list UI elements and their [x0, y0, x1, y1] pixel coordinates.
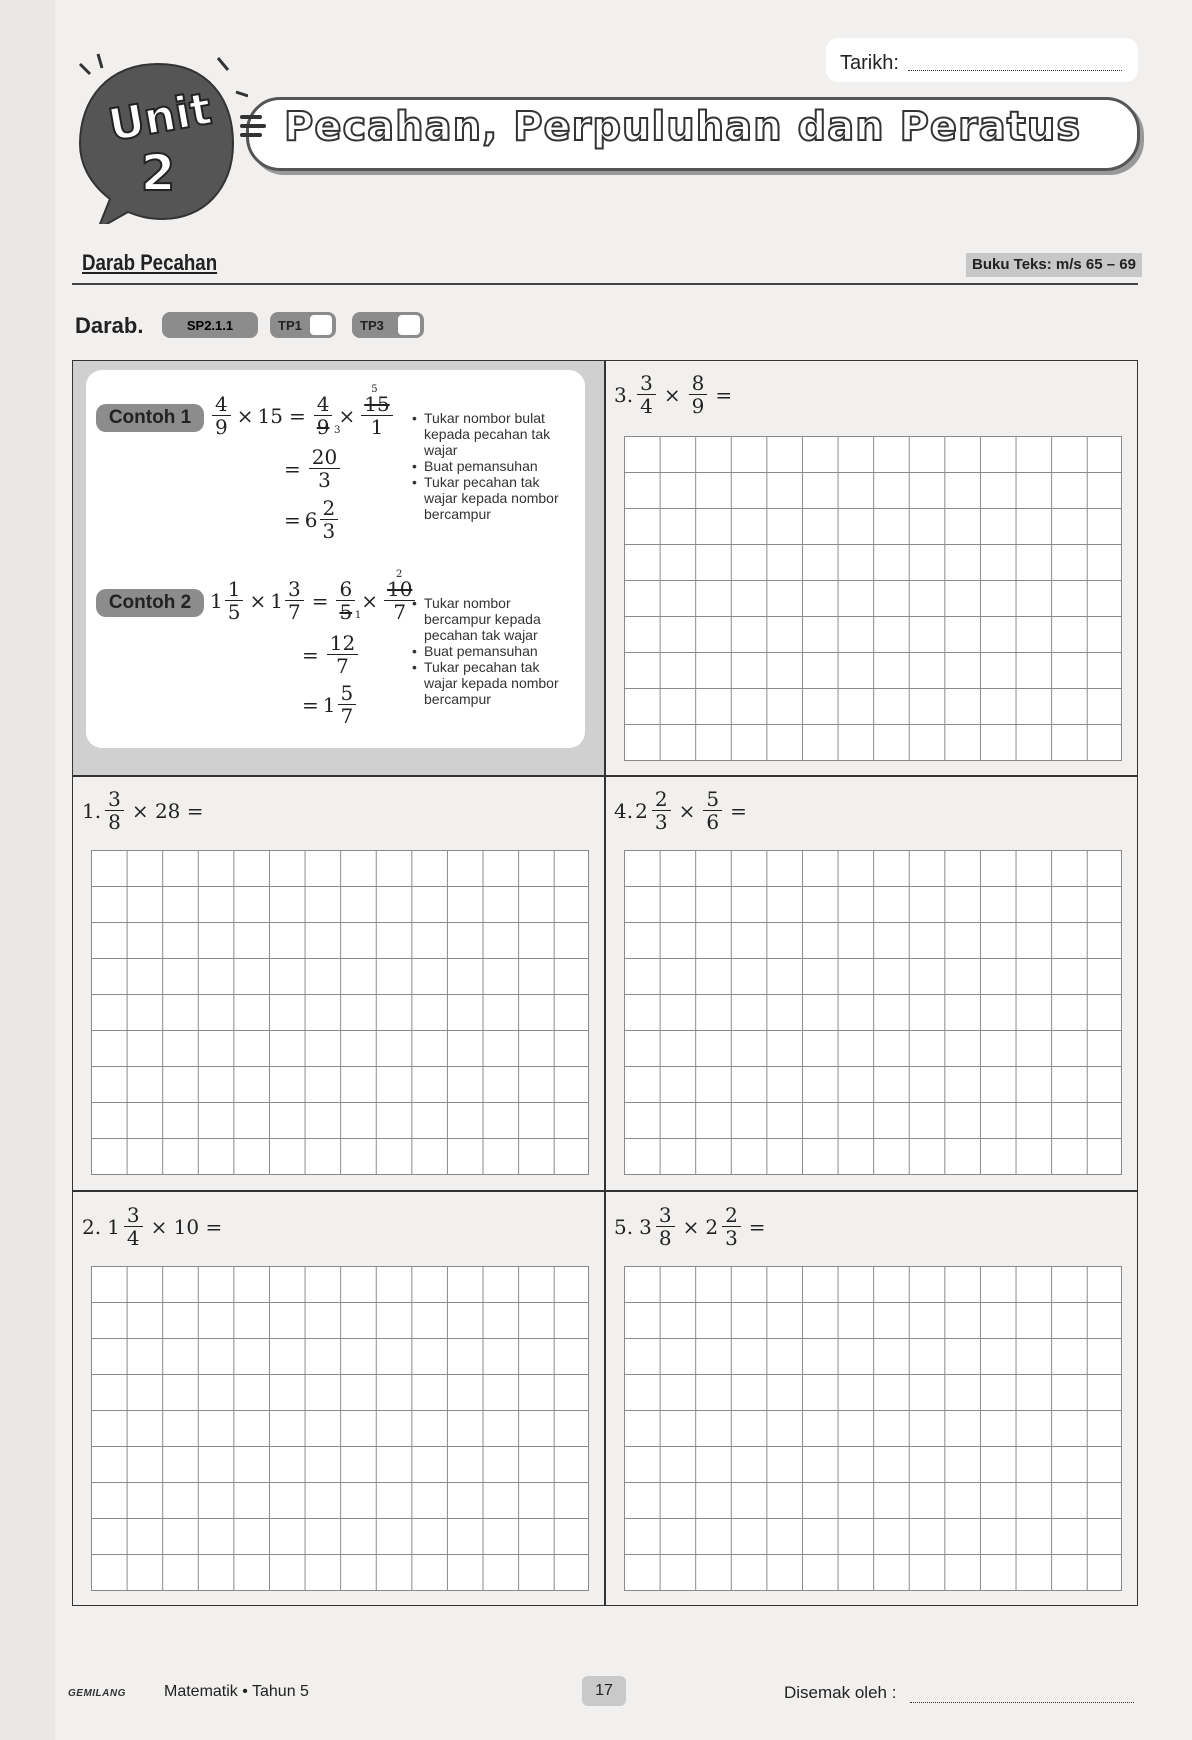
ex1-num-small: 5	[371, 384, 378, 395]
question-3	[614, 372, 732, 417]
ex1-step2-den: 3	[318, 468, 331, 492]
section-divider	[72, 283, 1138, 285]
tag-sp	[162, 312, 258, 338]
textbook-ref: Buku Teks: m/s 65 – 69	[966, 253, 1142, 277]
q5-num2: 2	[722, 1204, 741, 1227]
q2-whole: 1	[107, 1214, 120, 1239]
q1-rest: × 28 =	[131, 798, 204, 823]
unit-word: Unit	[104, 83, 216, 152]
ex1-note: • Buat pemansuhan	[412, 458, 572, 474]
q2-number: 2.	[82, 1214, 102, 1239]
ex2-step3-den: 7	[340, 704, 354, 728]
unit-number: 2	[140, 144, 176, 202]
q1-den: 8	[108, 810, 121, 834]
example-2-line3: = 1 $\frac{5}{7}$	[302, 682, 358, 727]
q4-rest: =	[730, 798, 747, 823]
q5-number: 5.	[614, 1214, 634, 1239]
q4-den: 3	[654, 810, 668, 834]
ex2-step3-num: 5	[338, 682, 357, 705]
q5-den2: 3	[725, 1226, 738, 1250]
q4-num2: 5	[703, 788, 722, 811]
ex2-d-den: 7	[393, 600, 407, 624]
tag-tp3	[352, 312, 424, 338]
title-lines-icon	[240, 115, 270, 137]
ex1-note: • Tukar nombor bulat kepada pecahan tak wajar	[412, 410, 572, 458]
example-1-line3: = 6 $\frac{2}{3}$	[284, 497, 340, 542]
ex1-step3-num: 2	[320, 497, 339, 520]
q3-number: 3.	[614, 382, 634, 407]
ex2-note: • Tukar nombor bercampur kepada pecahan tak wajar	[412, 595, 572, 643]
ex2-a-den: 5	[227, 600, 241, 624]
ex1-note: • Tukar pecahan tak wajar kepada nombor bercampur	[412, 474, 572, 522]
q2-num: 3	[124, 1204, 143, 1227]
q5-den: 8	[658, 1226, 672, 1250]
q5-rest: =	[748, 1214, 766, 1239]
example-2-label: Contoh 2	[96, 589, 204, 617]
question-5	[614, 1204, 766, 1249]
ex2-step2-den: 7	[336, 654, 349, 678]
ex2-a-num: 1	[225, 578, 244, 601]
q5-answer-grid[interactable]	[624, 1266, 1122, 1591]
checked-by-label: Disemak oleh :	[784, 1683, 897, 1702]
q3-num: 3	[637, 372, 656, 395]
ex2-step2-num: 12	[327, 632, 358, 655]
question-2	[82, 1204, 222, 1249]
example-1-notes	[412, 410, 572, 522]
q1-number: 1.	[82, 798, 102, 823]
ex1-step2-num: 20	[309, 446, 340, 469]
q4-whole: 2	[635, 798, 648, 823]
page-number: 17	[582, 1676, 626, 1706]
frame-divider-v	[604, 360, 606, 1606]
ex1-a-den: 9	[215, 415, 228, 439]
ex1-b-num: 4	[314, 393, 333, 416]
publisher-logo: GEMILANG	[68, 1688, 126, 1699]
date-input[interactable]	[908, 70, 1122, 71]
frame-divider-h2	[72, 1190, 1138, 1192]
ex1-step3-den: 3	[322, 519, 336, 543]
tp1-checkbox[interactable]	[310, 315, 332, 335]
page-title: Pecahan, Perpuluhan dan Peratus	[284, 104, 1082, 150]
ex1-c-den: 1	[370, 415, 384, 439]
ex2-c-den: 5	[339, 600, 353, 624]
q3-op: ×	[663, 382, 681, 407]
frame-divider-h1	[72, 775, 1138, 777]
q4-num: 2	[652, 788, 671, 811]
q5-num: 3	[656, 1204, 675, 1227]
example-2-notes	[412, 595, 572, 707]
q3-den: 4	[640, 394, 653, 418]
ex2-den-small: 1	[354, 610, 362, 621]
ex2-num-small: 2	[395, 569, 403, 580]
q4-number: 4.	[614, 798, 634, 823]
q1-answer-grid[interactable]	[91, 850, 589, 1175]
q4-op: ×	[678, 798, 696, 823]
tag-tp3-text: TP3	[360, 317, 384, 333]
q5-whole: 3	[639, 1214, 652, 1239]
section-title: Darab Pecahan	[82, 250, 218, 275]
q1-num: 3	[105, 788, 124, 811]
example-1-label: Contoh 1	[96, 404, 204, 432]
footer-subject: Matematik • Tahun 5	[164, 1683, 309, 1700]
q2-answer-grid[interactable]	[91, 1266, 589, 1591]
tp3-checkbox[interactable]	[398, 315, 420, 335]
example-2-line1: 1 $\frac{1}{5}$ × 1 $\frac{3}{7}$ = 6 5 1 × 10 7 2	[210, 578, 417, 623]
ex1-den-small: 3	[334, 425, 341, 436]
question-1	[82, 788, 204, 833]
ex2-b-den: 7	[287, 600, 301, 624]
ex2-d-num: 10	[384, 578, 415, 601]
ex1-c-num: 15	[361, 393, 392, 416]
ex1-step3-whole: 6	[304, 507, 318, 532]
ex1-whole: 15	[257, 403, 283, 428]
q5-op: ×	[682, 1214, 700, 1239]
q3-rest: =	[715, 382, 733, 407]
q2-rest: × 10 =	[150, 1214, 223, 1239]
ex2-note: • Tukar pecahan tak wajar kepada nombor bercampur	[412, 659, 572, 707]
question-4	[614, 788, 747, 833]
ex2-c-num: 6	[336, 578, 355, 601]
ex1-a-num: 4	[212, 393, 231, 416]
q5-whole2: 2	[705, 1214, 719, 1239]
q3-answer-grid[interactable]	[624, 436, 1122, 761]
q4-den2: 6	[706, 810, 720, 834]
ex2-b-num: 3	[285, 578, 304, 601]
example-1-line1: $\frac{4}{9}$ × 15 = 4 9 3 × 15 1 5	[210, 393, 395, 438]
example-2-line2: = $\frac{12}{7}$	[302, 632, 360, 677]
unit-badge	[68, 44, 248, 224]
ex2-step3-whole: 1	[322, 692, 336, 717]
tag-sp-text: SP2.1.1	[186, 317, 234, 333]
example-1-line2: = $\frac{20}{3}$	[284, 446, 342, 491]
ex2-b-whole: 1	[270, 588, 283, 613]
ex2-a-whole: 1	[210, 588, 223, 613]
tag-tp1-text: TP1	[278, 317, 302, 333]
q2-den: 4	[126, 1226, 140, 1250]
task-label: Darab.	[75, 313, 144, 338]
ex1-b-den: 9	[316, 415, 330, 439]
q3-num2: 8	[689, 372, 708, 395]
tag-tp1	[270, 312, 336, 338]
date-label: Tarikh:	[840, 52, 899, 74]
ex2-note: • Buat pemansuhan	[412, 643, 572, 659]
checked-by-input[interactable]	[910, 1702, 1134, 1703]
q3-den2: 9	[691, 394, 705, 418]
q4-answer-grid[interactable]	[624, 850, 1122, 1175]
